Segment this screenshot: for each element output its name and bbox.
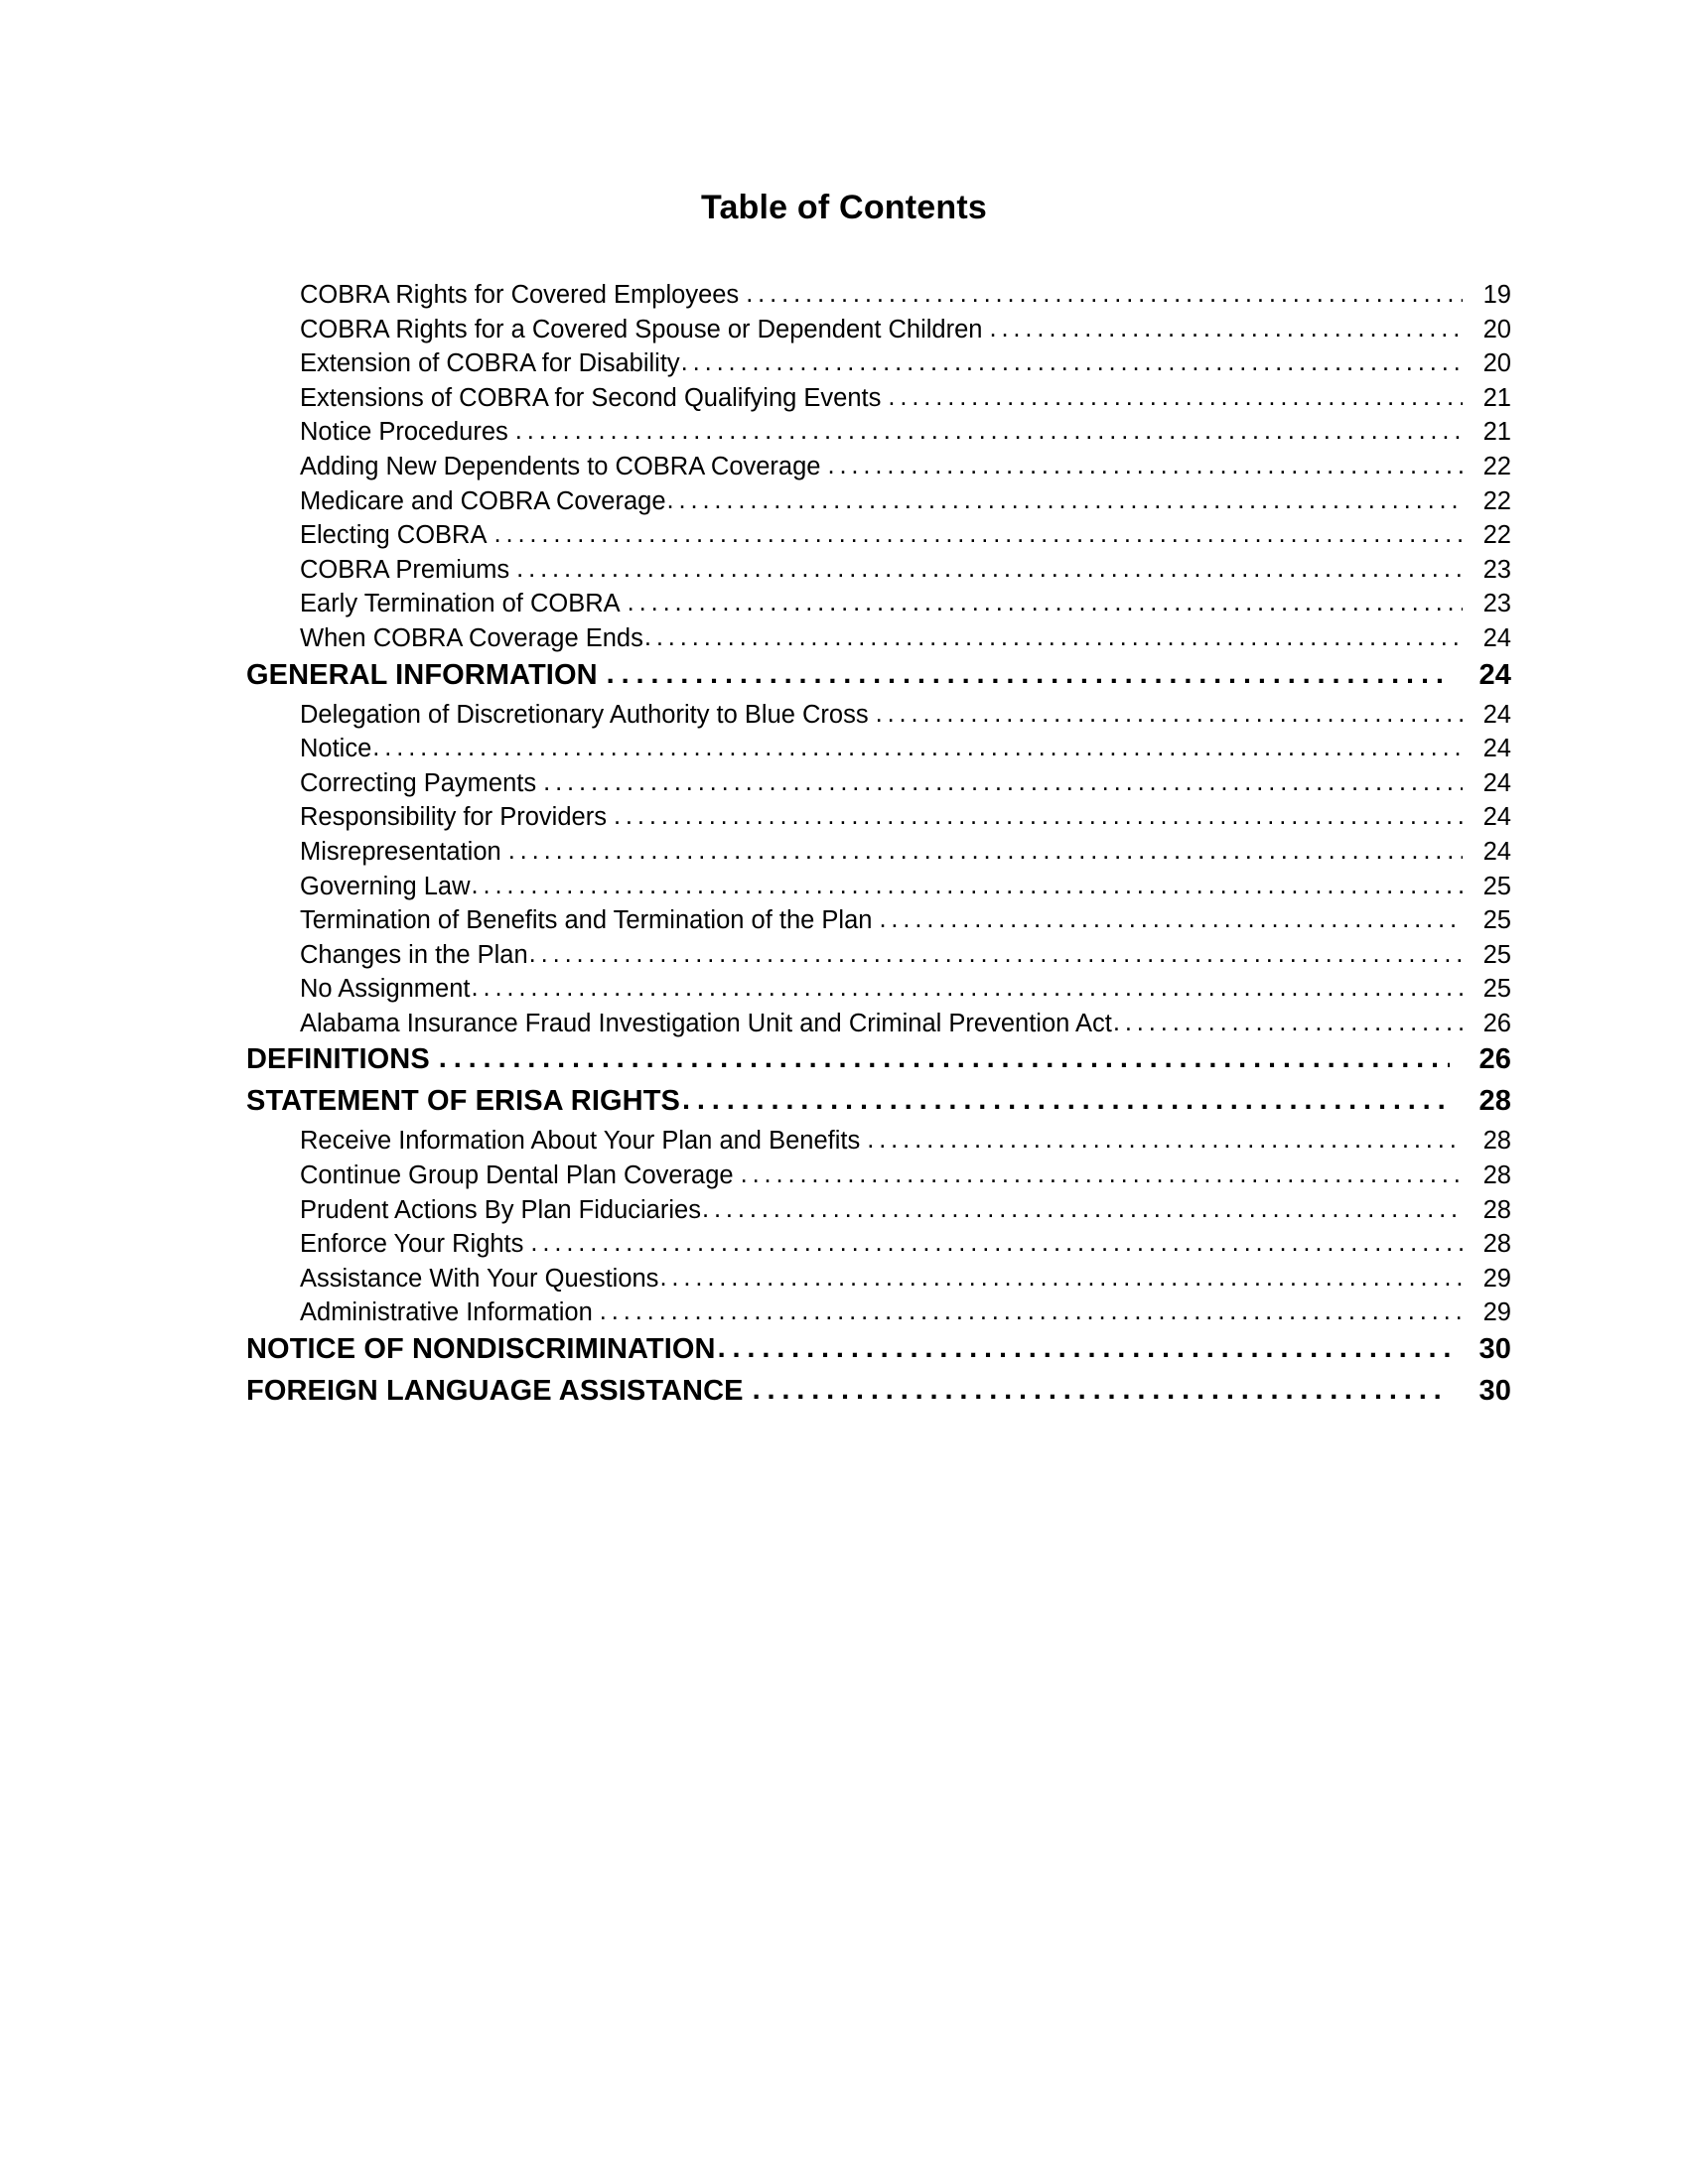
toc-entry-page-number: 23 [1482, 555, 1511, 584]
toc-entry-page-number: 28 [1482, 1230, 1511, 1259]
toc-entry-label: STATEMENT OF ERISA RIGHTS [246, 1085, 680, 1118]
toc-entry[interactable] [0, 906, 1688, 941]
toc-entry[interactable] [0, 349, 1688, 384]
toc-dot-leader [879, 906, 1463, 934]
toc-entry-label: Governing Law [300, 872, 471, 900]
toc-entry[interactable] [0, 873, 1688, 907]
toc-entry-label: Changes in the Plan [300, 940, 528, 969]
toc-entry-label: Medicare and COBRA Coverage [300, 486, 666, 515]
toc-entry-page-number: 24 [1482, 623, 1511, 652]
toc-entry-label: Correcting Payments [300, 768, 537, 797]
toc-dot-leader [516, 556, 1463, 584]
toc-entry[interactable] [0, 803, 1688, 838]
toc-dot-leader [682, 1085, 1450, 1117]
toc-entry[interactable] [0, 590, 1688, 624]
toc-dot-leader [741, 1161, 1463, 1189]
toc-entry-label: FOREIGN LANGUAGE ASSISTANCE [246, 1375, 744, 1408]
toc-dot-leader [746, 281, 1463, 309]
toc-dot-leader [1113, 1010, 1463, 1037]
toc-entry[interactable] [0, 418, 1688, 453]
toc-entry-page-number: 29 [1482, 1264, 1511, 1293]
toc-entry-label: Assistance With Your Questions [300, 1264, 659, 1293]
toc-entry[interactable] [0, 659, 1688, 701]
toc-entry[interactable] [0, 384, 1688, 419]
toc-dot-leader [607, 659, 1450, 691]
toc-entry-label: Responsibility for Providers [300, 803, 607, 832]
toc-dot-leader [472, 975, 1463, 1003]
toc-dot-leader [888, 384, 1463, 412]
toc-entry-page-number: 28 [1482, 1127, 1511, 1156]
toc-entry-page-number: 24 [1482, 735, 1511, 763]
toc-dot-leader [515, 418, 1463, 446]
toc-entry[interactable] [0, 487, 1688, 522]
toc-entry[interactable] [0, 769, 1688, 804]
toc-entry-page-number: 24 [1482, 768, 1511, 797]
toc-entry[interactable] [0, 316, 1688, 350]
toc-dot-leader [644, 624, 1463, 652]
toc-dot-leader [543, 769, 1463, 797]
toc-entry-label: GENERAL INFORMATION [246, 658, 598, 691]
toc-entry[interactable] [0, 1085, 1688, 1127]
toc-entry[interactable] [0, 975, 1688, 1010]
toc-dot-leader [508, 838, 1463, 866]
toc-entry-page-number: 24 [1478, 658, 1511, 691]
toc-entry-label: Administrative Information [300, 1298, 593, 1327]
toc-entry-page-number: 21 [1482, 418, 1511, 447]
toc-entry-page-number: 29 [1482, 1298, 1511, 1327]
toc-entry[interactable] [0, 281, 1688, 316]
toc-entry-label: No Assignment [300, 975, 471, 1004]
toc-entry-page-number: 23 [1482, 590, 1511, 618]
toc-dot-leader [753, 1375, 1450, 1407]
toc-dot-leader [702, 1196, 1463, 1224]
toc-entry-page-number: 24 [1482, 803, 1511, 832]
toc-entry[interactable] [0, 701, 1688, 736]
toc-dot-leader [989, 316, 1463, 343]
toc-entry-page-number: 28 [1478, 1085, 1511, 1118]
toc-entry-label: Delegation of Discretionary Authority to Blue Cross [300, 700, 869, 729]
toc-entry[interactable] [0, 521, 1688, 556]
toc-entry-label: Receive Information About Your Plan and Benefits [300, 1127, 861, 1156]
toc-entry-page-number: 24 [1482, 837, 1511, 866]
toc-entry-page-number: 28 [1482, 1161, 1511, 1190]
toc-entry-page-number: 30 [1478, 1333, 1511, 1366]
toc-entry-label: Alabama Insurance Fraud Investigation Unit and Criminal Prevention Act [300, 1009, 1112, 1037]
toc-entry-page-number: 21 [1482, 383, 1511, 412]
page-title: Table of Contents [701, 189, 987, 226]
toc-dot-leader [876, 701, 1463, 729]
toc-entry[interactable] [0, 838, 1688, 873]
toc-entry[interactable] [0, 1010, 1688, 1044]
toc-entry-page-number: 25 [1482, 940, 1511, 969]
toc-entry[interactable] [0, 1375, 1688, 1417]
toc-entry-label: NOTICE OF NONDISCRIMINATION [246, 1333, 716, 1366]
toc-entry[interactable] [0, 453, 1688, 487]
toc-entry-page-number: 20 [1482, 315, 1511, 343]
toc-entry[interactable] [0, 1230, 1688, 1265]
toc-dot-leader [867, 1127, 1463, 1155]
toc-entry[interactable] [0, 556, 1688, 591]
toc-entry[interactable] [0, 1333, 1688, 1375]
toc-entry-label: Adding New Dependents to COBRA Coverage [300, 452, 821, 480]
toc-dot-leader [372, 735, 1463, 762]
toc-entry-page-number: 25 [1482, 975, 1511, 1004]
toc-dot-leader [529, 941, 1463, 969]
toc-entry-page-number: 20 [1482, 349, 1511, 378]
toc-entry-page-number: 26 [1482, 1009, 1511, 1037]
toc-dot-leader [628, 590, 1463, 617]
toc-dot-leader [681, 349, 1463, 377]
toc-entry[interactable] [0, 1196, 1688, 1231]
toc-entry[interactable] [0, 624, 1688, 659]
toc-entry-label: COBRA Rights for a Covered Spouse or Dependent Children [300, 315, 983, 343]
toc-dot-leader [659, 1265, 1463, 1293]
toc-entry[interactable] [0, 1298, 1688, 1333]
toc-entry-label: Notice [300, 735, 372, 763]
toc-entry-label: Extensions of COBRA for Second Qualifying Events [300, 383, 882, 412]
toc-dot-leader [530, 1230, 1463, 1258]
toc-entry-label: Enforce Your Rights [300, 1230, 524, 1259]
toc-entry[interactable] [0, 1127, 1688, 1161]
toc-dot-leader [600, 1298, 1463, 1326]
toc-entry-page-number: 30 [1478, 1375, 1511, 1408]
toc-entry[interactable] [0, 941, 1688, 976]
toc-entry-label: Electing COBRA [300, 521, 488, 550]
toc-entry[interactable] [0, 1043, 1688, 1085]
toc-dot-leader [667, 487, 1463, 515]
toc-entry-label: Extension of COBRA for Disability [300, 349, 680, 378]
toc-entry-label: Notice Procedures [300, 418, 508, 447]
toc-entry-label: Termination of Benefits and Termination of the Plan [300, 906, 873, 935]
toc-entry-page-number: 19 [1482, 281, 1511, 309]
toc-dot-leader [472, 873, 1463, 900]
toc-entry-page-number: 24 [1482, 700, 1511, 729]
toc-entry-label: COBRA Premiums [300, 555, 510, 584]
toc-dot-leader [494, 521, 1464, 549]
toc-entry-label: DEFINITIONS [246, 1043, 430, 1076]
toc-entry[interactable] [0, 1265, 1688, 1299]
toc-entry-label: Early Termination of COBRA [300, 590, 621, 618]
toc-entry-page-number: 22 [1482, 486, 1511, 515]
toc-dot-leader [827, 453, 1463, 480]
toc-entry-label: When COBRA Coverage Ends [300, 623, 643, 652]
toc-entry-label: Misrepresentation [300, 837, 501, 866]
toc-entry-page-number: 26 [1478, 1043, 1511, 1076]
toc-entry-page-number: 28 [1482, 1195, 1511, 1224]
toc-entry-page-number: 25 [1482, 872, 1511, 900]
toc-entry-label: Continue Group Dental Plan Coverage [300, 1161, 734, 1190]
toc-entry-page-number: 22 [1482, 452, 1511, 480]
toc-entry[interactable] [0, 1161, 1688, 1196]
toc-entry-label: COBRA Rights for Covered Employees [300, 281, 740, 309]
toc-dot-leader [439, 1043, 1450, 1075]
toc-entry-page-number: 25 [1482, 906, 1511, 935]
toc-entry-page-number: 22 [1482, 521, 1511, 550]
toc-entry-label: Prudent Actions By Plan Fiduciaries [300, 1195, 701, 1224]
toc-entry[interactable] [0, 735, 1688, 769]
toc-dot-leader [718, 1333, 1450, 1365]
toc-dot-leader [614, 803, 1463, 831]
table-of-contents-list [0, 281, 1688, 1417]
